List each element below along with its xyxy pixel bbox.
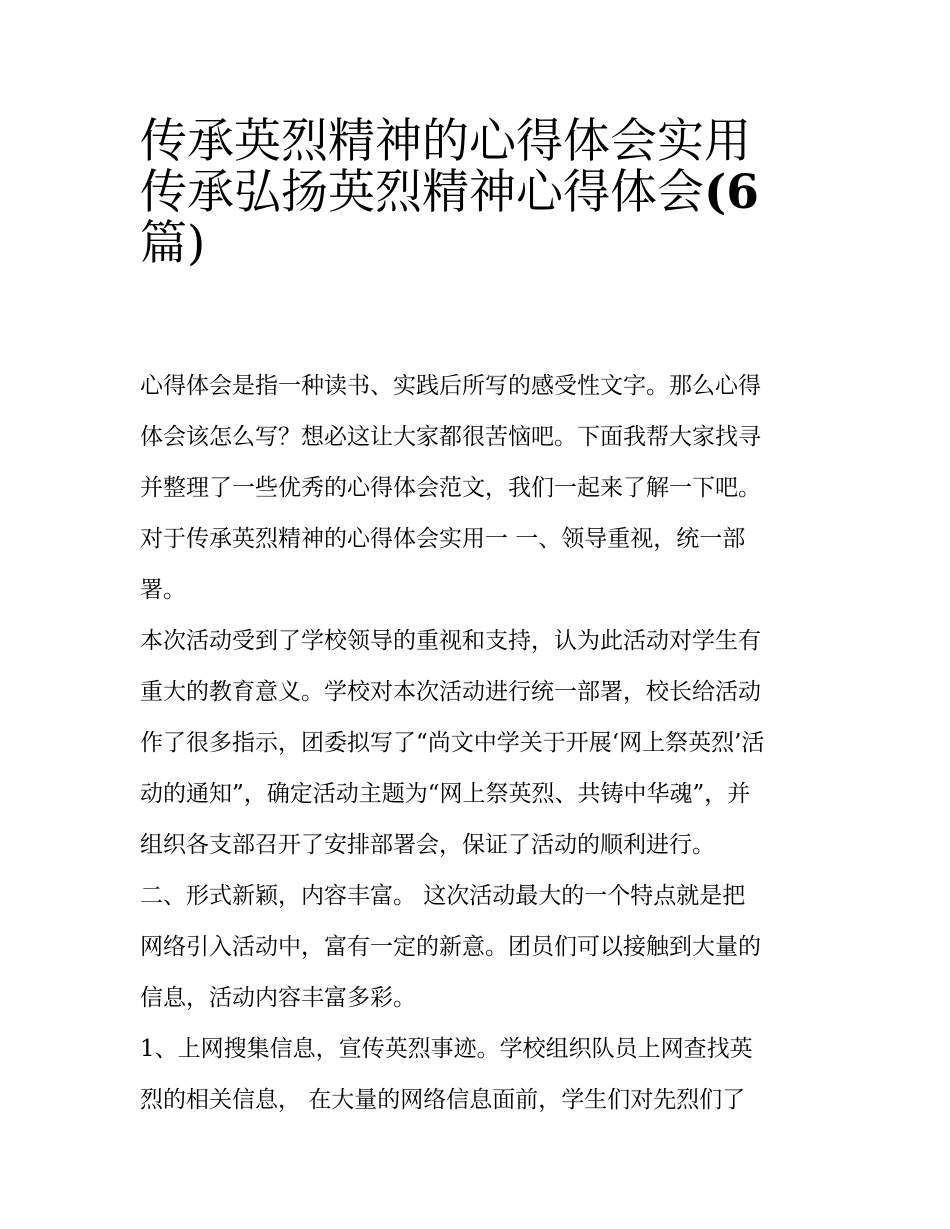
body-line: 烈的相关信息， 在大量的网络信息面前，学生们对先烈们了	[140, 1087, 746, 1113]
title-line-2-count: (6	[704, 165, 759, 220]
body-line: 对于传承英烈精神的心得体会实用一 一、领导重视，统一部	[140, 526, 746, 552]
document-title	[140, 116, 820, 269]
title-line-1: 传承英烈精神的心得体会实用	[140, 114, 751, 169]
title-line-2-text: 传承弘扬英烈精神心得体会	[140, 165, 704, 220]
body-line: 重大的教育意义。学校对本次活动进行统一部署，校长给活动	[140, 679, 761, 705]
body-line: 本次活动受到了学校领导的重视和支持，认为此活动对学生有	[140, 628, 761, 654]
body-line: 心得体会是指一种读书、实践后所写的感受性文字。那么心得	[140, 373, 761, 399]
document-body	[140, 361, 820, 1126]
body-line: 信息，活动内容丰富多彩。	[140, 985, 416, 1011]
body-line: 二、形式新颖，内容丰富。 这次活动最大的一个特点就是把	[140, 883, 746, 909]
body-line: 网络引入活动中，富有一定的新意。团员们可以接触到大量的	[140, 934, 761, 960]
body-line: 并整理了一些优秀的心得体会范文，我们一起来了解一下吧。	[140, 475, 761, 501]
body-line: 1、上网搜集信息，宣传英烈事迹。学校组织队员上网查找英	[140, 1036, 753, 1062]
body-line: 组织各支部召开了安排部署会，保证了活动的顺利进行。	[140, 832, 715, 858]
body-line: 体会该怎么写？想必这让大家都很苦恼吧。下面我帮大家找寻	[140, 424, 761, 450]
title-line-3: 篇)	[140, 216, 206, 271]
body-line: 作了很多指示，团委拟写了“尚文中学关于开展‘网上祭英烈’活	[140, 730, 765, 756]
body-line: 动的通知”，确定活动主题为“网上祭英烈、共铸中华魂”，并	[140, 781, 751, 807]
body-line: 署。	[140, 577, 186, 603]
title-line-2	[140, 167, 820, 218]
